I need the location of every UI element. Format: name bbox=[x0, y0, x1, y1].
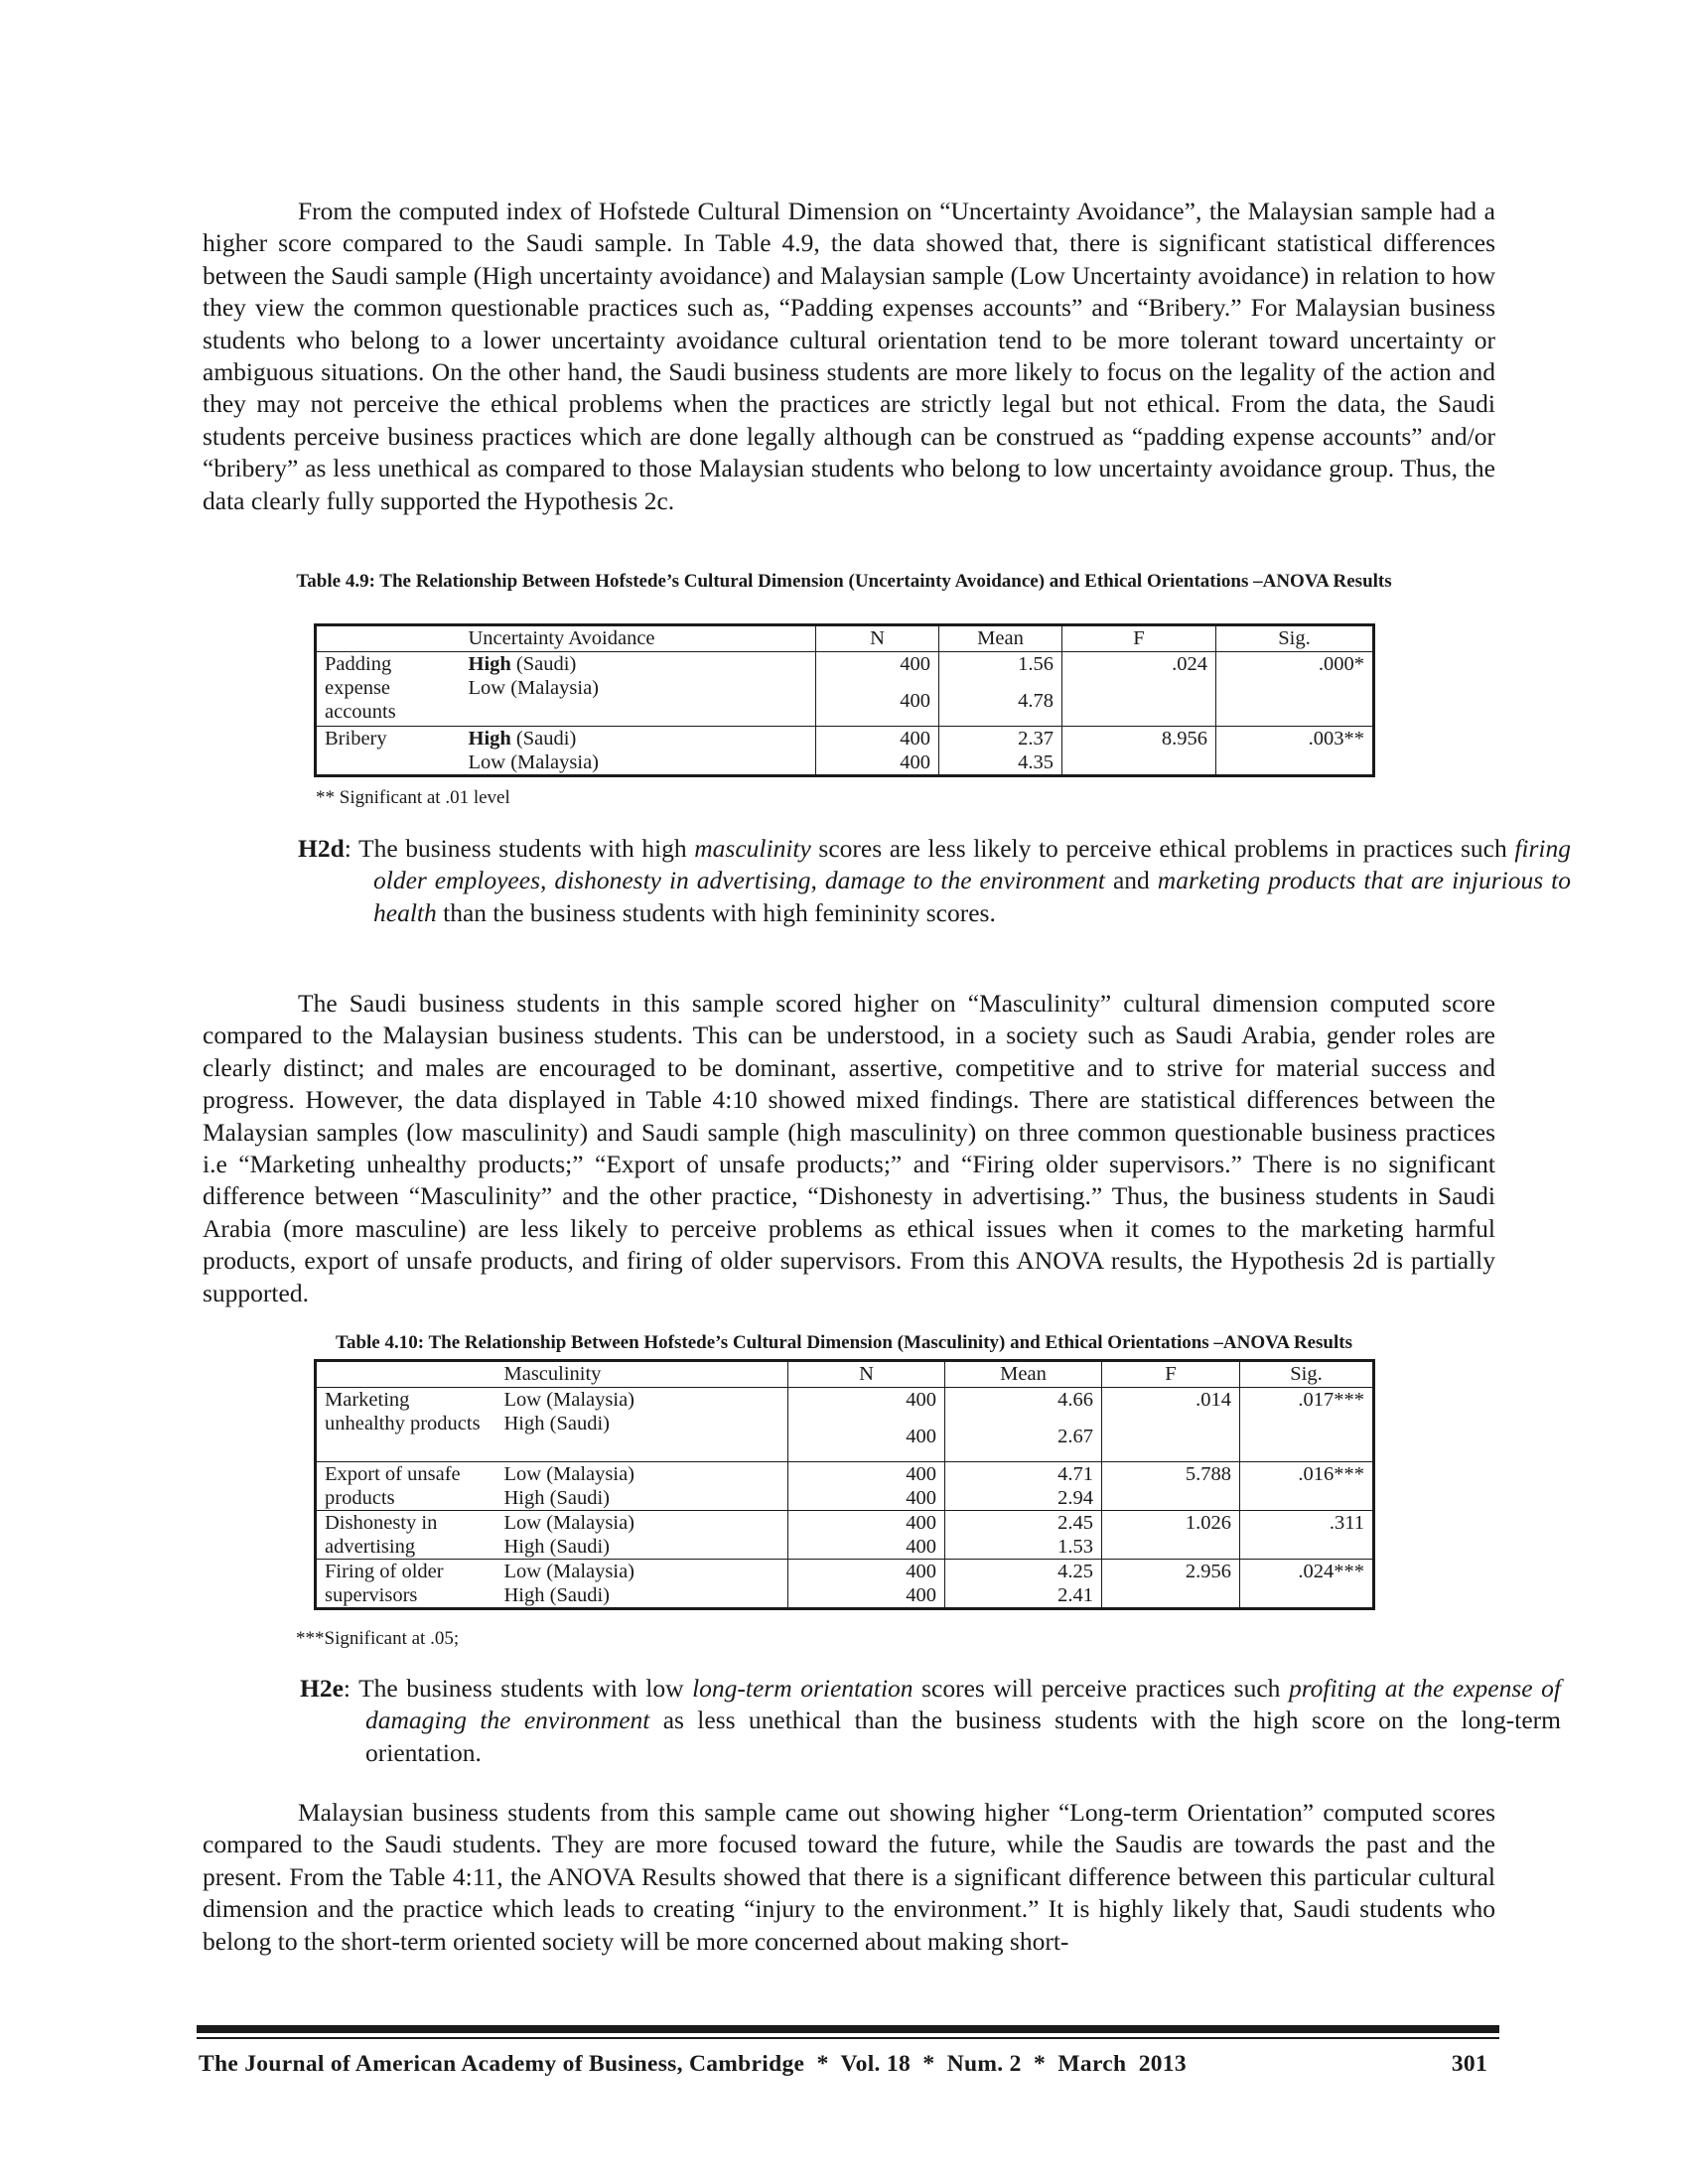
column-header-f: F bbox=[1062, 625, 1216, 652]
paragraph-long-term-orientation: Malaysian business students from this sample came out showing higher “Long-term Orientation” computed scores compared to the Saudi students. They are more focused toward the future, while the Saudis are towards the past and the present. From the Table 4:11, the ANOVA Results showed that there is a significant difference between this particular cultural dimension and the practice which leads to creating “injury to the environment.” It is highly likely that, Saudi students who belong to the short-term oriented society will be more concerned about making short- bbox=[203, 1798, 1495, 1956]
mean-cell: 4.78 bbox=[939, 676, 1062, 727]
group-cell: Low (Malaysia) bbox=[496, 1560, 788, 1584]
column-header-sig: Sig. bbox=[1216, 625, 1374, 652]
page-footer bbox=[199, 2051, 1487, 2078]
n-cell: 400 bbox=[816, 652, 939, 677]
sig-cell: .311 bbox=[1240, 1511, 1374, 1560]
column-header-mean: Mean bbox=[939, 625, 1062, 652]
group-cell: High (Saudi) bbox=[496, 1412, 788, 1462]
practice-cell: Marketing unhealthy products bbox=[316, 1388, 496, 1462]
practice-cell: Dishonesty in advertising bbox=[316, 1511, 496, 1560]
paragraph-uncertainty-avoidance: From the computed index of Hofstede Cultural Dimension on “Uncertainty Avoidance”, the Malaysian sample had a higher score compared to the Saudi sample. In Table 4.9, the data showed that, there is significant statistical differences between the Saudi sample (High uncertainty avoidance) and Malaysian sample (Low Uncertainty avoidance) in relation to how they view the common questionable practices such as, “Padding expenses accounts” and “Bribery.” For Malaysian business students who belong to a lower uncertainty avoidance cultural orientation tend to be more tolerant toward uncertainty or ambiguous situations. On the other hand, the Saudi business students are more likely to focus on the legality of the action and they may not perceive the ethical problems when the practices are strictly legal but not ethical. From the data, the Saudi students perceive business practices which are done legally although can be construed as “padding expense accounts” and/or “bribery” as less unethical as compared to those Malaysian students who belong to low uncertainty avoidance group. Thus, the data clearly fully supported the Hypothesis 2c. bbox=[203, 197, 1495, 515]
group-cell: High (Saudi) bbox=[461, 727, 816, 751]
group-cell: Low (Malaysia) bbox=[496, 1388, 788, 1413]
group-cell: High (Saudi) bbox=[496, 1535, 788, 1560]
mean-cell: 4.35 bbox=[939, 751, 1062, 776]
sig-cell: .024*** bbox=[1240, 1560, 1374, 1609]
f-cell: .024 bbox=[1062, 652, 1216, 727]
paragraph-masculinity: The Saudi business students in this sample scored higher on “Masculinity” cultural dimension computed score compared to the Malaysian business students. This can be understood, in a society such as Saudi Arabia, gender roles are clearly distinct; and males are encouraged to be dominant, assertive, competitive and to strive for material success and progress. However, the data displayed in Table 4:10 showed mixed findings. There are statistical differences between the Malaysian samples (low masculinity) and Saudi sample (high masculinity) on three common questionable business practices i.e “Marketing unhealthy products;” “Export of unsafe products;” and “Firing older supervisors.” There is no significant difference between “Masculinity” and the other practice, “Dishonesty in advertising.” Thus, the business students in Saudi Arabia (more masculine) are less likely to perceive problems as ethical issues when it comes to the marketing harmful products, export of unsafe products, and firing of older supervisors. From this ANOVA results, the Hypothesis 2d is partially supported. bbox=[203, 989, 1495, 1307]
column-header-n: N bbox=[788, 1361, 945, 1388]
column-header-dimension: Uncertainty Avoidance bbox=[461, 625, 816, 652]
table-header-row bbox=[316, 1361, 1374, 1388]
footer-rule-thin bbox=[197, 2037, 1499, 2039]
group-cell: Low (Malaysia) bbox=[496, 1462, 788, 1487]
table-row bbox=[316, 1560, 1374, 1584]
n-cell: 400 bbox=[788, 1486, 945, 1511]
practice-cell: Export of unsafe products bbox=[316, 1462, 496, 1511]
table-4-9-caption: Table 4.9: The Relationship Between Hofstede’s Cultural Dimension (Uncertainty Avoidance) and Ethical Orientations –ANOVA Results bbox=[296, 571, 1392, 592]
page-number: 301 bbox=[1451, 2051, 1487, 2077]
table-4-10-note: ***Significant at .05; bbox=[296, 1628, 460, 1649]
f-cell: 1.026 bbox=[1102, 1511, 1240, 1560]
column-header-n: N bbox=[816, 625, 939, 652]
mean-cell: 2.94 bbox=[945, 1486, 1102, 1511]
n-cell: 400 bbox=[816, 727, 939, 751]
table-row bbox=[316, 1511, 1374, 1536]
sig-cell: .003** bbox=[1216, 727, 1374, 776]
column-header-f: F bbox=[1102, 1361, 1240, 1388]
table-4-10 bbox=[314, 1359, 1375, 1610]
mean-cell: 4.71 bbox=[945, 1462, 1102, 1487]
f-cell: 5.788 bbox=[1102, 1462, 1240, 1511]
table-row bbox=[316, 1462, 1374, 1487]
table-row bbox=[316, 652, 1374, 677]
group-cell: Low (Malaysia) bbox=[461, 676, 816, 727]
n-cell: 400 bbox=[788, 1535, 945, 1560]
sig-cell: .016*** bbox=[1240, 1462, 1374, 1511]
n-cell: 400 bbox=[816, 751, 939, 776]
mean-cell: 4.66 bbox=[945, 1388, 1102, 1413]
group-cell: Low (Malaysia) bbox=[496, 1511, 788, 1536]
hypothesis-h2e: H2e: The business students with low long-term orientation scores will perceive practices such profiting at the expense of damaging the environment as less unethical than the business students with the high score on the long-term orientation. bbox=[300, 1674, 1561, 1767]
f-cell: 8.956 bbox=[1062, 727, 1216, 776]
n-cell: 400 bbox=[788, 1462, 945, 1487]
journal-citation: The Journal of American Academy of Business, Cambridge * Vol. 18 * Num. 2 * March 2013 bbox=[199, 2051, 1187, 2077]
hypothesis-h2d: H2d: The business students with high masculinity scores are less likely to perceive ethical problems in practices such firing older employees, dishonesty in advertising, damage to the environment and marketing products that are injurious to health than the business students with high femininity scores. bbox=[298, 834, 1571, 927]
practice-cell: Firing of older supervisors bbox=[316, 1560, 496, 1609]
mean-cell: 2.37 bbox=[939, 727, 1062, 751]
n-cell: 400 bbox=[788, 1412, 945, 1462]
mean-cell: 4.25 bbox=[945, 1560, 1102, 1584]
table-row bbox=[316, 1388, 1374, 1413]
practice-cell: Bribery bbox=[316, 727, 461, 776]
group-cell: High (Saudi) bbox=[461, 652, 816, 677]
n-cell: 400 bbox=[788, 1583, 945, 1609]
n-cell: 400 bbox=[788, 1511, 945, 1536]
table-4-10-caption: Table 4.10: The Relationship Between Hofstede’s Cultural Dimension (Masculinity) and Ethical Orientations –ANOVA Results bbox=[336, 1332, 1352, 1353]
column-header-dimension: Masculinity bbox=[496, 1361, 788, 1388]
mean-cell: 2.67 bbox=[945, 1412, 1102, 1462]
mean-cell: 1.56 bbox=[939, 652, 1062, 677]
table-header-row bbox=[316, 625, 1374, 652]
mean-cell: 2.45 bbox=[945, 1511, 1102, 1536]
f-cell: 2.956 bbox=[1102, 1560, 1240, 1609]
n-cell: 400 bbox=[788, 1560, 945, 1584]
mean-cell: 1.53 bbox=[945, 1535, 1102, 1560]
column-header-sig: Sig. bbox=[1240, 1361, 1374, 1388]
table-4-9 bbox=[314, 623, 1375, 777]
column-header-mean: Mean bbox=[945, 1361, 1102, 1388]
sig-cell: .017*** bbox=[1240, 1388, 1374, 1462]
sig-cell: .000* bbox=[1216, 652, 1374, 727]
n-cell: 400 bbox=[788, 1388, 945, 1413]
group-cell: Low (Malaysia) bbox=[461, 751, 816, 776]
group-cell: High (Saudi) bbox=[496, 1583, 788, 1609]
table-4-9-note: ** Significant at .01 level bbox=[316, 787, 510, 808]
f-cell: .014 bbox=[1102, 1388, 1240, 1462]
practice-cell: Padding expense accounts bbox=[316, 652, 461, 727]
footer-rule-thick bbox=[197, 2025, 1499, 2033]
n-cell: 400 bbox=[816, 676, 939, 727]
table-row bbox=[316, 727, 1374, 751]
group-cell: High (Saudi) bbox=[496, 1486, 788, 1511]
mean-cell: 2.41 bbox=[945, 1583, 1102, 1609]
